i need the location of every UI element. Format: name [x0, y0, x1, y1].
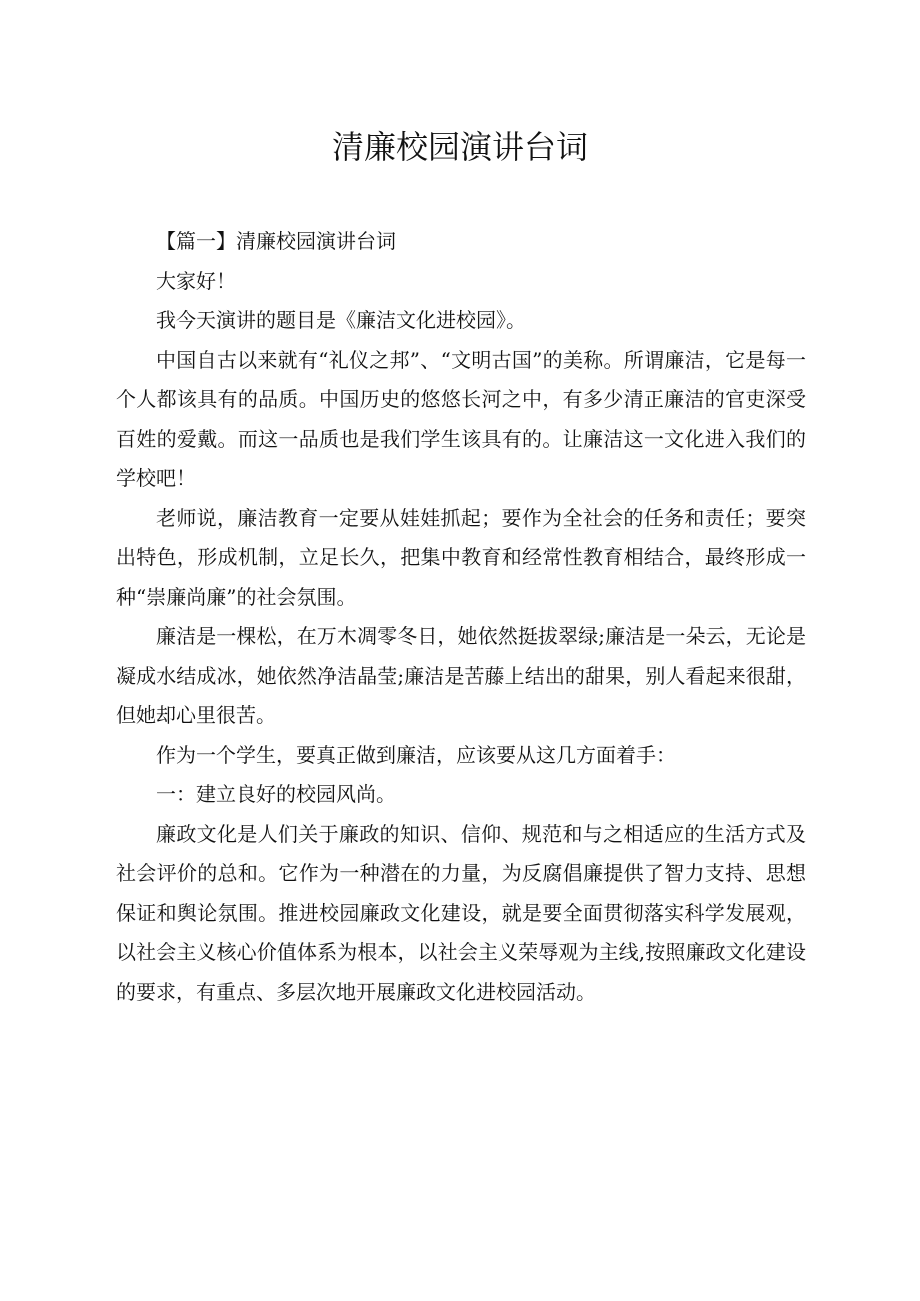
paragraph-teacher: 老师说，廉洁教育一定要从娃娃抓起；要作为全社会的任务和责任；要突出特色，形成机制，立足长久，把集中教育和经常性教育相结合，最终形成一种“崇廉尚廉”的社会氛围。 — [116, 505, 806, 609]
section-heading: 【篇一】清廉校园演讲台词 — [156, 229, 396, 253]
paragraph-topic: 我今天演讲的题目是《廉洁文化进校园》。 — [156, 308, 526, 332]
paragraph-greeting: 大家好！ — [156, 268, 236, 293]
paragraph-point-one: 一：建立良好的校园风尚。 — [156, 782, 396, 806]
paragraph-student: 作为一个学生，要真正做到廉洁，应该要从这几方面着手： — [156, 742, 676, 767]
paragraph-metaphor: 廉洁是一棵松，在万木凋零冬日，她依然挺拔翠绿;廉洁是一朵云，无论是凝成水结成冰，她依然净洁晶莹;廉洁是苦藤上结出的甜果，别人看起来很甜，但她却心里很苦。 — [116, 624, 806, 727]
paragraph-history: 中国自古以来就有“礼仪之邦”、“文明古国”的美称。所谓廉洁，它是每一个人都该具有的品质。中国历史的悠悠长河之中，有多少清正廉洁的官吏深受百姓的爱戴。而这一品质也是我们学生该具有的。让廉洁这一文化进入我们的学校吧！ — [116, 347, 806, 490]
document-body — [116, 222, 806, 1012]
paragraph-culture: 廉政文化是人们关于廉政的知识、信仰、规范和与之相适应的生活方式及社会评价的总和。它作为一种潜在的力量，为反腐倡廉提供了智力支持、思想保证和舆论氛围。推进校园廉政文化建设，就是要全面贯彻落实科学发展观，以社会主义核心价值体系为根本，以社会主义荣辱观为主线,按照廉政文化建设的要求，有重点、多层次地开展廉政文化进校园活动。 — [116, 821, 806, 1004]
document-title: 清廉校园演讲台词 — [331, 128, 588, 166]
